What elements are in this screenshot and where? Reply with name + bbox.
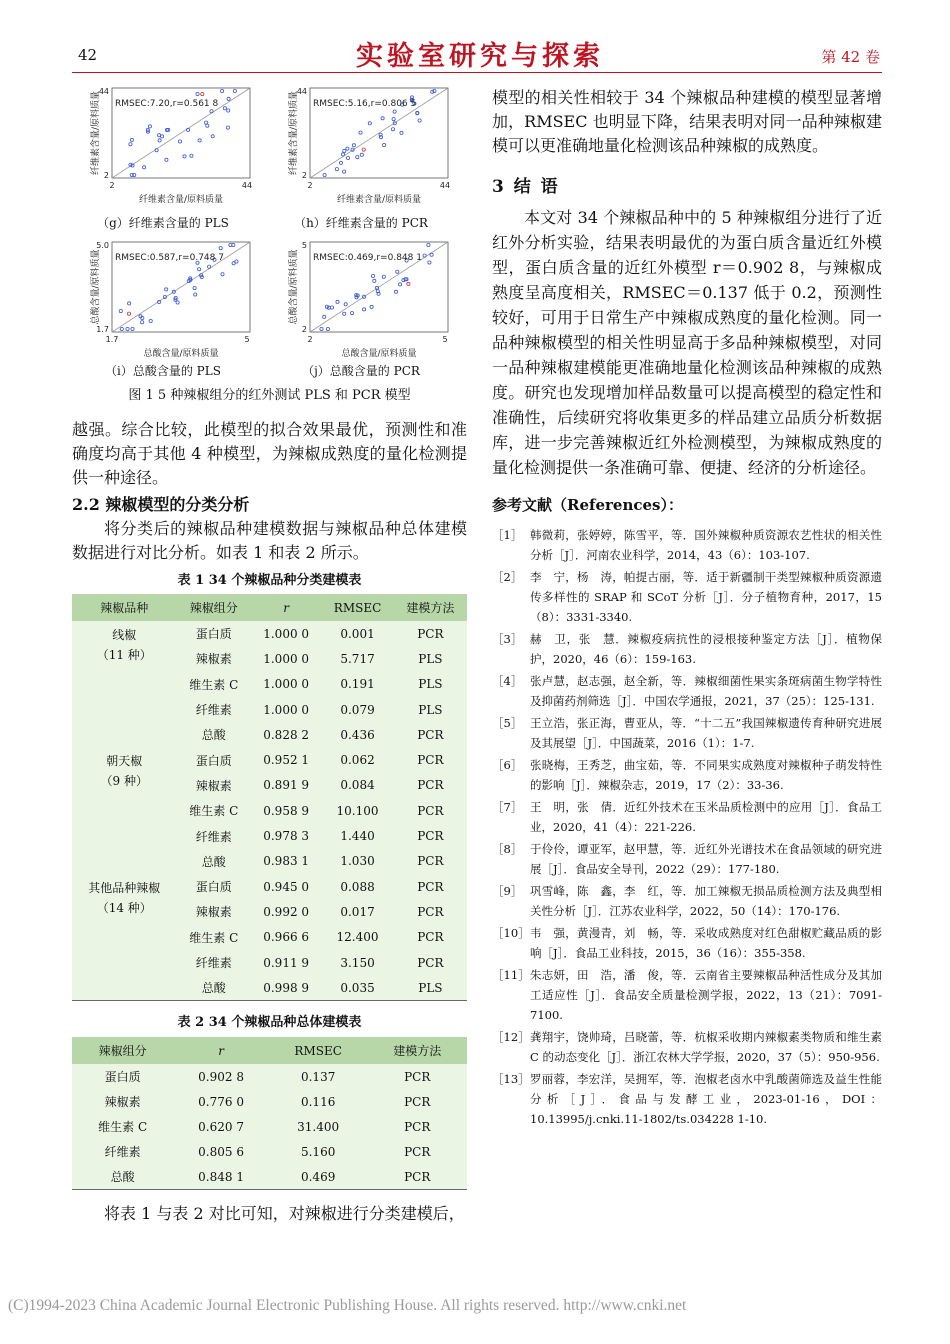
reference-number: ［8］ [492, 842, 523, 856]
y-tick-max: 44 [296, 87, 307, 96]
panel-j-caption: （j）总酸含量的 PCR [302, 364, 420, 378]
table-cell: 维生素 C [189, 804, 239, 819]
data-point [407, 282, 410, 285]
data-point [343, 149, 346, 152]
panel-g [74, 80, 252, 230]
reference-text: 罗丽蓉，李宏洋，吴拥军，等．泡椒老卤水中乳酸菌筛选及益生性能分析［J］．食品与发酵工业，2023-01-16，DOI：10.13995/j.cnki.11-1802/ts.034228 1-10. [530, 1072, 882, 1126]
y-axis-label: 总酸含量/原料质量 [289, 249, 299, 325]
footer-url[interactable]: http://www.cnki.net [563, 1297, 687, 1314]
data-point [219, 247, 222, 250]
journal-title: 实验室研究与探索 [356, 41, 604, 72]
reference-item [492, 755, 882, 795]
table-cell: 0.828 2 [263, 727, 310, 742]
reference-number: ［11］ [492, 968, 530, 982]
data-point [206, 124, 209, 127]
x-tick-min: 2 [307, 181, 313, 190]
left-column [72, 80, 467, 1226]
table-cell: 1.000 0 [263, 677, 310, 692]
panel-annotation: RMSEC:7.20,r=0.561 8 [115, 99, 219, 109]
reference-item [492, 671, 882, 711]
x-tick-min: 2 [109, 181, 115, 190]
data-point [398, 283, 401, 286]
section-3-title: 3 结 语 [492, 177, 560, 197]
data-point [373, 279, 376, 282]
right-paragraph-1: 模型的相关性相较于 34 个辣椒品种建模的模型显著增加，RMSEC 也明显下降，结果表明对同一品种辣椒建模可以更准确地量化检测该品种辣椒的成熟度。 [492, 88, 882, 155]
table-cell: PCR [417, 854, 444, 869]
copyright-text: (C)1994-2023 China Academic Journal Electronic Publishing House. All rights reserved. [8, 1297, 560, 1314]
reference-text: 王立浩，张正海，曹亚从，等．“十二五”我国辣椒遗传育种研究进展及其展望［J］．中国蔬菜，2016（1）：1-7. [530, 716, 882, 750]
reference-number: ［10］ [492, 926, 530, 940]
panel-h-caption: （h）纤维素含量的 PCR [294, 216, 428, 230]
table-cell: PLS [418, 702, 443, 717]
table-cell: 0.620 7 [198, 1119, 244, 1134]
data-point [396, 270, 399, 273]
table-cell: 0.952 1 [263, 753, 310, 768]
table-cell: 5.717 [340, 651, 375, 666]
t2-header: 建模方法 [393, 1044, 442, 1059]
table-cell: PCR [417, 778, 444, 793]
panel-annotation: RMSEC:0.587,r=0.748 7 [115, 253, 224, 263]
reference-item [492, 1069, 882, 1129]
table-cell: 总酸 [201, 981, 226, 996]
table-cell: 0.062 [340, 753, 375, 768]
left-paragraph-2: 将分类后的辣椒品种建模数据与辣椒品种总体建模数据进行对比分析。如表 1 和表 2 所示。 [72, 519, 467, 562]
reference-text: 韦 强，黄漫青，刘 畅，等．采收成熟度对红色甜椒贮藏品质的影响［J］．食品工业科技，2015，36（16）：355-358. [530, 926, 882, 960]
scatter-plot [74, 80, 252, 214]
data-point [393, 110, 396, 113]
table-cell: PLS [418, 980, 443, 995]
data-point [427, 243, 430, 246]
table-cell: 1.000 0 [263, 651, 310, 666]
table-cell: 0.848 1 [198, 1169, 244, 1184]
data-point [343, 170, 346, 173]
table-cell: 0.978 3 [263, 829, 310, 844]
data-point [392, 118, 395, 121]
data-point [430, 253, 433, 256]
table-cell: PCR [417, 930, 444, 945]
table-cell: 0.945 0 [263, 879, 310, 894]
reference-text: 张晓梅，王秀芝，曲宝茹，等．不同果实成熟度对辣椒种子萌发特性的影响［J］．辣椒杂志，2019，17（2）：33-36. [530, 758, 882, 792]
table-cell: PCR [417, 829, 444, 844]
data-point [326, 327, 329, 330]
y-tick-min: 2 [301, 325, 307, 334]
data-point [227, 109, 230, 112]
x-tick-min: 2 [307, 335, 313, 344]
data-point [149, 319, 152, 322]
table-cell: PCR [404, 1069, 431, 1084]
table-row [72, 1064, 467, 1089]
reference-item [492, 965, 882, 1025]
table-cell: 0.001 [340, 626, 375, 641]
data-point [423, 254, 426, 257]
data-point [400, 131, 403, 134]
right-column [492, 80, 882, 1131]
data-point [320, 327, 323, 330]
t2-header: r [218, 1043, 224, 1058]
data-point [196, 92, 199, 95]
table2-caption: 表 2 34 个辣椒品种总体建模表 [177, 1015, 362, 1031]
figure-1 [72, 80, 467, 410]
table-cell: 蛋白质 [195, 627, 232, 642]
data-point [335, 168, 338, 171]
data-point [193, 287, 196, 290]
table-cell: 0.776 0 [198, 1094, 244, 1109]
data-point [368, 122, 371, 125]
table-cell: 0.137 [300, 1069, 336, 1084]
data-point [201, 93, 204, 96]
reference-list [492, 525, 882, 1129]
data-point [183, 155, 186, 158]
table-cell: PCR [417, 626, 444, 641]
data-point [394, 290, 397, 293]
reference-number: ［1］ [492, 528, 523, 542]
table-cell: 1.000 0 [263, 626, 310, 641]
reference-number: ［6］ [492, 758, 523, 772]
table-row [72, 874, 467, 899]
table-cell: 12.400 [336, 930, 379, 945]
y-axis-label: 总酸含量/原料质量 [91, 249, 101, 325]
data-point [130, 138, 133, 141]
data-point [371, 274, 374, 277]
x-tick-min: 1.7 [105, 335, 119, 344]
reference-item [492, 713, 882, 753]
data-point [383, 143, 386, 146]
table1-caption: 表 1 34 个辣椒品种分类建模表 [177, 573, 362, 588]
table-cell: 辣椒素 [104, 1095, 141, 1110]
variety-name: 其他品种辣椒 [88, 880, 161, 895]
table-cell: 0.469 [300, 1169, 336, 1184]
data-point [190, 154, 193, 157]
panel-g-caption: （g）纤维素含量的 PLS [97, 216, 229, 230]
table-cell: PCR [417, 727, 444, 742]
panel-annotation: RMSEC:0.469,r=0.848 1 [313, 253, 422, 263]
data-point [227, 97, 230, 100]
data-point [198, 268, 201, 271]
section-2-2-title: 2.2 辣椒模型的分类分析 [72, 495, 250, 514]
table-cell: 蛋白质 [195, 880, 232, 895]
data-point [323, 315, 326, 318]
table-row [72, 1164, 467, 1190]
x-tick-max: 44 [439, 181, 450, 190]
reference-item [492, 1027, 882, 1067]
reference-text: 龚翔宇，饶帅琦，吕晓蕾，等．杭椒采收期内辣椒素类物质和维生素 C 的动态变化［J］．浙江农林大学学报，2020，37（5）：950-956. [530, 1030, 882, 1064]
table-cell: 0.983 1 [263, 854, 310, 869]
t1-header: 建模方法 [406, 601, 455, 615]
table-cell: 3.150 [340, 955, 375, 970]
data-point [352, 144, 355, 147]
variety-count: （9 种） [100, 774, 148, 789]
table-cell: 辣椒素 [195, 905, 232, 920]
data-point [382, 275, 385, 278]
table-cell: 5.160 [300, 1144, 336, 1159]
table-cell: 辣椒素 [195, 652, 232, 667]
data-point [176, 301, 179, 304]
left-paragraph-3: 将表 1 与表 2 对比可知，对辣椒进行分类建模后， [104, 1204, 465, 1224]
table-cell: PCR [404, 1169, 431, 1184]
copyright-footer [8, 1297, 686, 1315]
reference-item [492, 629, 882, 669]
data-point [391, 128, 394, 131]
table-1 [72, 594, 467, 1001]
panel-annotation: RMSEC:5.16,r=0.806 5 [313, 99, 417, 109]
reference-text: 赫 卫，张 慧．辣椒疫病抗性的浸根接种鉴定方法［J］．植物保护，2020，46（6）：159-163. [530, 632, 882, 666]
page-number: 42 [78, 46, 98, 64]
scatter-plot [74, 234, 252, 368]
reference-item [492, 797, 882, 837]
data-point [370, 305, 373, 308]
table-cell: 0.017 [340, 904, 375, 919]
data-point [126, 327, 129, 330]
table-cell: 维生素 C [98, 1120, 148, 1135]
data-point [221, 273, 224, 276]
t2-header: 辣椒组分 [98, 1044, 147, 1059]
table-cell: 0.079 [340, 702, 375, 717]
table-cell: 维生素 C [189, 677, 239, 692]
data-point [336, 300, 339, 303]
y-tick-max: 5.0 [96, 241, 109, 250]
data-point [221, 89, 224, 92]
table-cell: PCR [417, 879, 444, 894]
reference-number: ［4］ [492, 674, 523, 688]
table-cell: 0.992 0 [263, 904, 310, 919]
variety-count: （14 种） [96, 900, 152, 915]
data-point [350, 312, 353, 315]
table-cell: 0.902 8 [198, 1069, 244, 1084]
data-point [363, 308, 366, 311]
reference-number: ［13］ [492, 1072, 530, 1086]
reference-text: 王 明，张 倩．近红外技术在玉米品质检测中的应用［J］．食品工业，2020，41（4）：221-226. [530, 800, 882, 834]
data-point [129, 143, 132, 146]
table-cell: 0.966 6 [263, 930, 310, 945]
table-cell: PCR [417, 904, 444, 919]
data-point [381, 117, 384, 120]
data-point [223, 107, 226, 110]
reference-text: 巩雪峰，陈 鑫，李 红，等．加工辣椒无损品质检测方法及典型相关性分析［J］．江苏农业科学，2022，50（14）：170-176. [530, 884, 882, 918]
variety-name: 朝天椒 [106, 754, 143, 769]
x-axis-label: 纤维素含量/原料质量 [138, 195, 224, 205]
table-cell: 纤维素 [195, 703, 232, 718]
table-cell: 0.998 9 [263, 980, 310, 995]
reference-item [492, 923, 882, 963]
table-cell: 总酸 [201, 854, 226, 869]
table-row [72, 621, 467, 646]
panel-h [272, 80, 450, 230]
data-point [210, 110, 213, 113]
data-point [226, 126, 229, 129]
variety-cell [72, 747, 177, 873]
table-cell: 31.400 [297, 1119, 340, 1134]
reference-text: 李 宁，杨 涛，帕提古丽，等．适于新疆制干类型辣椒种质资源遗传多样性的 SRAP 和 SCoT 分析［J］．分子植物育种，2017，15（8）：3331-3340. [530, 570, 882, 624]
table-cell: PCR [404, 1094, 431, 1109]
data-point [165, 158, 168, 161]
volume-label: 第 42 卷 [821, 48, 880, 66]
reference-text: 朱志妍，田 浩，潘 俊，等．云南省主要辣椒品种活性成分及其加工适应性［J］．食品安全质量检测学报，2022，13（21）：7091-7100. [530, 968, 882, 1022]
reference-number: ［3］ [492, 632, 523, 646]
data-point [211, 135, 214, 138]
table-cell: 0.805 6 [198, 1144, 244, 1159]
table-cell: 0.116 [300, 1094, 336, 1109]
variety-cell [72, 874, 177, 1001]
x-tick-max: 5 [442, 335, 448, 344]
data-point [346, 147, 349, 150]
table-cell: 0.035 [340, 980, 375, 995]
reference-text: 韩微莉，张婷婷，陈雪平，等．国外辣椒种质资源农艺性状的相关性分析［J］．河南农业科学，2014，43（6）：103-107. [530, 528, 882, 562]
table-cell: 0.088 [340, 879, 375, 894]
left-paragraph-1: 越强。综合比较，此模型的拟合效果最优，预测性和准确度均高于其他 4 种模型，为辣椒成熟度的量化检测提供一种途径。 [72, 420, 467, 487]
data-point [362, 148, 365, 151]
data-point [359, 131, 362, 134]
header-rule [72, 72, 882, 73]
table-cell: 10.100 [336, 803, 379, 818]
data-point [161, 135, 164, 138]
reference-item [492, 567, 882, 627]
table-cell: PLS [418, 677, 443, 692]
y-axis-label: 纤维素含量/原料质量 [91, 90, 101, 176]
reference-text: 于伶伶，谭亚军，赵甲慧，等．近红外光谱技术在食品领域的研究进展［J］．食品安全导刊，2022（29）：177-180. [530, 842, 882, 876]
y-tick-max: 44 [98, 87, 109, 96]
table-row [72, 747, 467, 772]
variety-count: （11 种） [96, 648, 152, 662]
data-point [208, 265, 211, 268]
table-cell: 蛋白质 [104, 1070, 141, 1085]
y-tick-min: 2 [103, 171, 109, 180]
reference-number: ［12］ [492, 1030, 530, 1044]
table-cell: 总酸 [201, 728, 226, 743]
table-cell: 1.030 [340, 854, 375, 869]
data-point [131, 327, 134, 330]
data-point [339, 161, 342, 164]
data-point [119, 310, 122, 313]
data-point [194, 293, 197, 296]
t2-header: RMSEC [294, 1043, 342, 1058]
table-cell: 0.891 9 [263, 778, 310, 793]
x-tick-max: 5 [244, 335, 250, 344]
scatter-plot [272, 80, 450, 214]
data-point [356, 156, 359, 159]
reference-text: 张卢慧，赵志强，赵全新，等．辣椒细菌性果实条斑病菌生物学特性及抑菌药剂筛选［J］．中国农学通报，2021，37（25）：125-131. [530, 674, 882, 708]
y-tick-min: 1.7 [96, 325, 109, 334]
variety-name: 线椒 [112, 628, 137, 642]
data-point [158, 139, 161, 142]
table-cell: PCR [417, 753, 444, 768]
data-point [235, 260, 238, 263]
table-cell: 纤维素 [195, 956, 232, 970]
panel-i-caption: （i）总酸含量的 PLS [105, 364, 221, 378]
data-point [233, 89, 236, 92]
reference-number: ［5］ [492, 716, 523, 730]
table-cell: 纤维素 [195, 829, 232, 844]
table-cell: 维生素 C [189, 930, 239, 945]
table-cell: 0.436 [340, 727, 375, 742]
data-point [128, 302, 131, 305]
reference-item [492, 525, 882, 565]
t1-header: RMSEC [333, 600, 382, 615]
table-cell: 1.440 [340, 829, 375, 844]
reference-item [492, 839, 882, 879]
t1-header: 辣椒组分 [189, 601, 238, 615]
table-cell: PCR [404, 1119, 431, 1134]
data-point [148, 125, 151, 128]
data-point [178, 140, 181, 143]
reference-number: ［2］ [492, 570, 523, 584]
table-row [72, 1114, 467, 1139]
data-point [165, 288, 168, 291]
data-point [346, 156, 349, 159]
reference-number: ［9］ [492, 884, 523, 898]
x-axis-label: 总酸含量/原料质量 [341, 349, 417, 359]
data-point [198, 139, 201, 142]
table-row [72, 1139, 467, 1164]
data-point [343, 312, 346, 315]
data-point [428, 261, 431, 264]
right-paragraph-2: 本文对 34 个辣椒品种中的 5 种辣椒组分进行了近红外分析实验，结果表明最优的为蛋白质含量近红外模型，蛋白质含量的近红外模型 r＝0.902 8，与辣椒成熟度呈高度相关，RMSEC＝0.137 低于 0.2，预测性较好，可用于日常生产中辣椒成熟度的量化检测。同一品种辣椒模型的相关性明显高于多品种辣椒模型，对同一品种辣椒建模能更准确地量化检测该品种辣椒的成熟度。研究也发现增加样品数量可以提高模型的稳定性和准确性，后续研究将收集更多的样品建立品质分析数据库，进一步完善辣椒近红外检测模型，为辣椒成熟度的量化检测提供一条准确可靠、便捷、经济的分析途径。 [492, 208, 882, 477]
table-2 [72, 1037, 467, 1190]
reference-number: ［7］ [492, 800, 523, 814]
data-point [141, 321, 144, 324]
data-point [360, 153, 363, 156]
x-axis-label: 总酸含量/原料质量 [143, 349, 219, 359]
data-point [344, 303, 347, 306]
y-axis-label: 纤维素含量/原料质量 [289, 90, 299, 176]
table-cell: 总酸 [110, 1170, 135, 1185]
table-cell: PCR [404, 1144, 431, 1159]
table-cell: 蛋白质 [195, 753, 232, 768]
table-cell: PCR [417, 955, 444, 970]
table-cell: PCR [417, 803, 444, 818]
t1-header: r [283, 600, 290, 615]
data-point [127, 312, 130, 315]
x-tick-max: 44 [241, 181, 252, 190]
table-cell: 0.084 [340, 778, 375, 793]
table-cell: 0.911 9 [263, 955, 310, 970]
table-cell: 0.191 [340, 677, 375, 692]
data-point [323, 173, 326, 176]
t1-header: 辣椒品种 [100, 601, 149, 615]
table-cell: 1.000 0 [263, 702, 310, 717]
table-cell: 纤维素 [104, 1145, 141, 1160]
data-point [120, 327, 123, 330]
data-point [418, 119, 421, 122]
table-cell: PLS [418, 651, 443, 666]
references-title: 参考文献（References）： [492, 496, 683, 514]
data-point [341, 153, 344, 156]
x-axis-label: 纤维素含量/原料质量 [336, 195, 422, 205]
variety-cell [72, 621, 177, 747]
data-point [143, 166, 146, 169]
figure-caption: 图 1 5 种辣椒组分的红外测试 PLS 和 PCR 模型 [128, 388, 411, 403]
scatter-plot [272, 234, 450, 368]
table-cell: 0.958 9 [263, 803, 310, 818]
y-tick-min: 2 [301, 171, 307, 180]
y-tick-max: 5 [301, 241, 307, 250]
table-cell: 辣椒素 [195, 778, 232, 793]
table-row [72, 1089, 467, 1114]
reference-item [492, 881, 882, 921]
